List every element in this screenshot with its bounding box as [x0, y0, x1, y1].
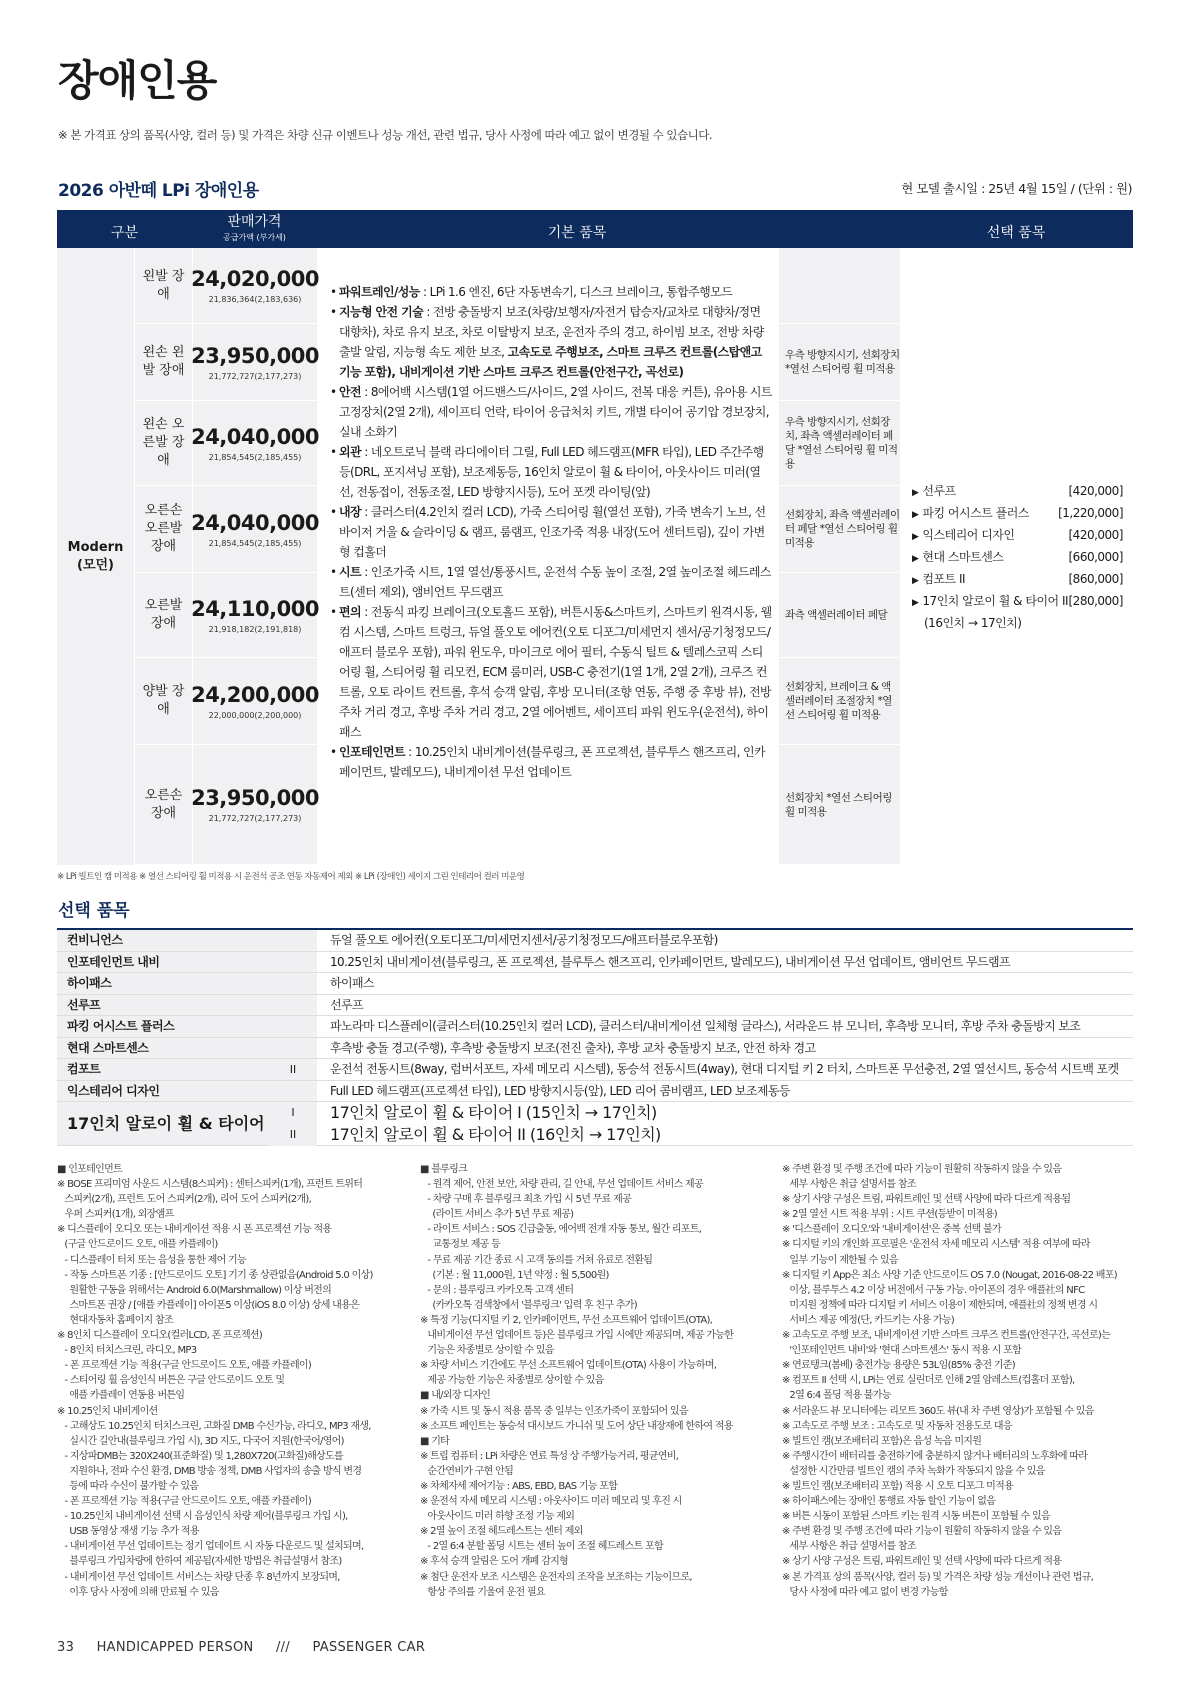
footer-left: HANDICAPPED PERSON — [96, 1640, 254, 1655]
basic-item-text: : 인조가죽 시트, 1열 열선/통풍시트, 운전석 수동 높이 조절, 2열 높이조절 헤드레스트(센터 제외), 앰비언트 무드램프 — [339, 565, 771, 599]
basic-item-label: 안전 — [339, 385, 361, 399]
note-line: 블루링크 가입차량에 한하여 제공됨(자세한 방법은 취급설명서 참조) — [57, 1556, 342, 1568]
note-line: ※ 디스플레이 오디오 또는 내비게이션 적용 시 폰 프로젝션 기능 적용 — [57, 1224, 332, 1236]
option-price: [860,000] — [1068, 571, 1123, 586]
trim-supply-value: 21,772,727(2,177,273) — [208, 814, 302, 823]
note-line: ※ 버튼 시동이 포함된 스마트 키는 원격 시동 버튼이 포함될 수 있음 — [782, 1511, 1050, 1523]
note-line: - 2열 6:4 분할 폴딩 시트는 센터 높이 조절 헤드레스트 포함 — [420, 1541, 663, 1553]
trim-name: 오른손 오른발 장애 — [135, 486, 193, 572]
option-table-row — [57, 930, 1133, 952]
note-line: 항상 주의를 기울여 운전 필요 — [420, 1586, 545, 1598]
header-gubun: 구분 — [110, 225, 139, 241]
note-line: - 폰 프로젝션 기능 적용(구글 안드로이드 오토, 애플 카플레이) — [57, 1496, 312, 1508]
note-line: - 폰 프로젝션 기능 적용(구글 안드로이드 오토, 애플 카플레이) — [57, 1360, 312, 1372]
note-line: ※ 후석 승객 알림은 도어 개폐 감지형 — [420, 1556, 568, 1568]
note-line: - 무료 제공 기간 종료 시 고객 동의를 거쳐 유료로 전환됨 — [420, 1254, 653, 1266]
note-line: USB 동영상 재생 기능 추가 적용 — [57, 1526, 199, 1538]
trim-price-value: 24,200,000 — [191, 682, 319, 707]
trim-price-value: 24,040,000 — [191, 424, 319, 449]
option-name-text: 17인치 알로이 휠 & 타이어 II — [922, 593, 1069, 608]
option-table-name: 선루프 — [57, 995, 269, 1016]
option-table-sub — [269, 995, 317, 1016]
note-line: ※ 컴포트 II 선택 시, LPi는 연료 실린더로 인해 2열 암레스트(컵홀더 포함), — [782, 1375, 1075, 1387]
note-line: 일부 기능이 제한될 수 있음 — [782, 1254, 898, 1266]
note-line: - 내비게이션 무선 업데이트는 정기 업데이트 시 자동 다운로드 및 설치되며, — [57, 1541, 364, 1553]
trim-name: 오른손 장애 — [135, 745, 193, 864]
basic-item — [330, 382, 772, 442]
note-line: ※ '디스플레이 오디오'와 '내비게이션'은 중복 선택 불가 — [782, 1224, 1001, 1236]
note-line: - 지상파DMB는 320X240(표준화질) 및 1,280X720(고화질)해상도를 — [57, 1450, 343, 1462]
note-line: ※ 주행시간이 배터리를 충전하기에 충분하지 않거나 배터리의 노후화에 따라 — [782, 1450, 1088, 1462]
trim-option: 선회장치 *열선 스티어링 휠 미적용 — [778, 745, 900, 865]
trim-price-value: 24,020,000 — [191, 267, 319, 291]
note-line: - 차량 구매 후 블루링크 최초 가입 시 5년 무료 제공 — [420, 1194, 632, 1206]
note-line: 세부 사항은 취급 설명서를 참조 — [782, 1179, 916, 1191]
note-line: 제공 가능한 기능은 차종별로 상이할 수 있음 — [420, 1375, 604, 1387]
trim-row — [135, 658, 318, 745]
option-section-title: 선택 품목 — [58, 901, 130, 921]
note-line: 지원하나, 전파 수신 환경, DMB 방송 정책, DMB 사업자의 송출 방식 변경 — [57, 1465, 362, 1477]
note-line: - 스티어링 휠 음성인식 버튼은 구글 안드로이드 오토 및 — [57, 1375, 285, 1387]
note-line: ■ 블루링크 — [420, 1164, 468, 1175]
note-line: ※ 소프트 페인트는 동승석 대시보드 가니쉬 및 도어 상단 내장재에 한하여 적용 — [420, 1420, 733, 1432]
trim-row — [135, 745, 318, 865]
note-line: ■ 인포테인먼트 — [57, 1164, 122, 1175]
note-line: 내비게이션 무선 업데이트 등)은 블루링크 가입 시에만 제공되며, 제공 가능한 — [420, 1330, 734, 1342]
trim-price — [193, 573, 318, 657]
footer-right: PASSENGER CAR — [312, 1640, 426, 1655]
note-line: ■ 내/외장 디자인 — [420, 1390, 491, 1402]
trim-supply-value: 22,000,000(2,200,000) — [208, 710, 302, 720]
option-name-text: 파킹 어시스트 플러스 — [922, 505, 1029, 520]
trim-price-value: 24,040,000 — [191, 510, 319, 535]
note-line: ※ 주변 환경 및 주행 조건에 따라 기능이 원활히 작동하지 않을 수 있음 — [782, 1526, 1062, 1538]
option-table-name: 현대 스마트센스 — [57, 1038, 269, 1059]
basic-item — [330, 442, 772, 502]
note-line: - 내비게이션 무선 업데이트 서비스는 차량 단종 후 8년까지 보장되며, — [57, 1571, 340, 1583]
note-line: ※ 빌트인 캠(보조배터리 포함)은 음성 녹음 미지원 — [782, 1435, 982, 1447]
trim-price — [193, 745, 318, 864]
option-price: [280,000] — [1068, 593, 1123, 608]
option-table-sub: II — [269, 1059, 317, 1080]
trim-name: 왼손 오른발 장애 — [135, 401, 193, 485]
option-item — [912, 591, 1123, 613]
note-line: ※ 운전석 자세 메모리 시스템 : 아웃사이드 미러 메모리 및 후진 시 — [420, 1496, 682, 1508]
note-line: ※ 2열 열선 시트 적용 부위 : 시트 쿠션(등받이 미적용) — [782, 1209, 997, 1221]
page-number: 33 — [57, 1640, 75, 1655]
option-table-17 — [57, 1102, 1133, 1146]
basic-item-label: 내장 — [339, 505, 361, 519]
option-table-sub — [269, 1081, 317, 1102]
option-table-name: 17인치 알로이 휠 & 타이어 — [57, 1102, 269, 1145]
page-title: 장애인용 — [58, 56, 217, 105]
note-line: - 작동 스마트폰 기종 : [안드로이드 오토] 기기 종 상관없음(Android 5.0 이상) — [57, 1269, 373, 1281]
trim-price-value: 23,950,000 — [191, 343, 319, 368]
option-price: [420,000] — [1068, 527, 1123, 542]
header-basic: 기본 품목 — [547, 225, 607, 241]
basic-item-text: : 전동식 파킹 브레이크(오토홀드 포함), 버튼시동&스마트키, 스마트키 원격시동, 웰컴 시스템, 스마트 트렁크, 듀얼 풀오토 에어컨(오토 디포그/미세먼지 센서/공기청정모드/애프터 블로우 포함), 파워 윈도우, 마이크로 에어 필터, 수동식 틸트 & 텔레스코픽 스티어링 휠, 스티어링 휠 리모컨, ECM 룸미러, USB-C 충전기(1열 1개, 2열 2개), 크루즈 컨트롤, 오토 라이트 컨트롤, 후석 승객 알림, 후방 모니터(조향 연동, 주행 중 후방 뷰), 전방 주차 거리 경고, 후방 주차 거리 경고, 2열 에어벤트, 세이프티 파워 윈도우(운전석), 하이패스 — [339, 605, 772, 739]
trim-name: 양발 장애 — [135, 658, 193, 744]
note-line: 현대자동차 홈페이지 참조 — [57, 1314, 173, 1326]
option-table-desc: Full LED 헤드램프(프로젝션 타입), LED 방향지시등(앞), LED 리어 콤비램프, LED 보조제동등 — [330, 1083, 790, 1098]
option-price: [420,000] — [1068, 483, 1123, 498]
trim-option: 선회장치, 브레이크 & 액셀러레이터 조절장치 *열선 스티어링 휠 미적용 — [778, 658, 900, 745]
basic-item-bold: 고속도로 주행보조, 스마트 크루즈 컨트롤(스탑앤고 기능 포함), 내비게이션 기반 스마트 크루즈 컨트롤(안전구간, 곡선로) — [339, 345, 762, 379]
note-line: ■ 기타 — [420, 1435, 450, 1447]
note-line: (카카오톡 검색창에서 '블루링크' 입력 후 친구 추가) — [420, 1299, 637, 1311]
note-line: ※ 상기 사양 구성은 트림, 파워트레인 및 선택 사양에 따라 다르게 적용됨 — [782, 1194, 1071, 1206]
footer-sep: /// — [275, 1640, 291, 1655]
trim-name: 왼발 장애 — [135, 248, 193, 323]
trim-supply-value: 21,772,727(2,177,273) — [208, 371, 302, 381]
trim-row — [135, 486, 318, 573]
note-line: ※ 디지털 키 App은 최소 사양 기준 안드로이드 OS 7.0 (Nougat, 2016-08-22 배포) — [782, 1269, 1117, 1281]
trim-row — [135, 401, 318, 486]
note-line: ※ 특정 기능(디지털 키 2, 인카페이먼트, 무선 소프트웨어 업데이트(OTA), — [420, 1314, 713, 1326]
note-line: '인포테인먼트 내비'와 '현대 스마트센스' 동시 적용 시 포함 — [782, 1345, 1022, 1357]
note-line: ※ 고속도로 주행 보조 : 고속도로 및 자동차 전용도로 대응 — [782, 1420, 1012, 1432]
note-line: ※ 빌트인 캠(보조배터리 포함) 적용 시 오토 디포그 미적용 — [782, 1480, 1014, 1492]
option-table-name: 컨비니언스 — [57, 930, 269, 951]
note-line: 스마트폰 권장 / [애플 카플레이] 아이폰5 이상(iOS 8.0 이상) 상세 내용은 — [57, 1299, 360, 1311]
option-table-row — [57, 995, 1133, 1017]
basic-item-text: : 클러스터(4.2인치 컬러 LCD), 가죽 스티어링 휠(열선 포함), 가죽 변속기 노브, 선바이저 거울 & 슬라이딩 & 램프, 룸램프, 인조가죽 적용 내장(도어 센터트림), 깊이 가변형 컵홀더 — [339, 505, 766, 559]
model-cell — [57, 248, 135, 865]
note-line: ※ 2열 높이 조절 헤드레스트는 센터 제외 — [420, 1526, 583, 1538]
arrow-right-icon: ▶ — [912, 553, 919, 564]
basic-item — [330, 562, 772, 602]
note-line: ※ 하이패스에는 장애인 통행료 자동 할인 기능이 없음 — [782, 1496, 996, 1508]
note-line: 세부 사항은 취급 설명서를 참조 — [782, 1541, 916, 1553]
basic-item — [330, 602, 772, 742]
trim-name: 오른발 장애 — [135, 573, 193, 657]
note-line: ※ 10.25인치 내비게이션 — [57, 1405, 158, 1417]
note-line: - 문의 : 블루링크 카카오톡 고객 센터 — [420, 1284, 574, 1296]
arrow-right-icon: ▶ — [912, 531, 919, 542]
trim-price-value: 23,950,000 — [191, 786, 319, 810]
option-name — [912, 525, 1014, 547]
note-line: 실시간 길안내(블루링크 가입 시), 3D 지도, 다국어 지원(한국어/영어) — [57, 1435, 344, 1447]
basic-item-text: : 전방 충돌방지 보조(차량/보행자/자전거 탑승자/교차로 대향차/정면 대향차), 차로 유지 보조, 차로 이탈방지 보조, 운전자 주의 경고, 하이빔 보조, 전방 차량 출발 알림, 지능형 속도 제한 보조, — [339, 305, 764, 359]
option-name — [912, 503, 1029, 525]
option-table-desc: 후측방 충돌 경고(주행), 후측방 충돌방지 보조(전진 출차), 후방 교차 충돌방지 보조, 안전 하차 경고 — [330, 1040, 816, 1055]
note-line: ※ 고속도로 주행 보조, 내비게이션 기반 스마트 크루즈 컨트롤(안전구간, 곡선로)는 — [782, 1330, 1111, 1342]
trim-option — [778, 248, 900, 324]
option-table-name: 인포테인먼트 내비 — [57, 952, 269, 973]
arrow-right-icon: ▶ — [912, 509, 919, 520]
trim-option: 선회장치, 좌측 액셀러레이터 페달 *열선 스티어링 휠 미적용 — [778, 486, 900, 573]
trim-name: 왼손 왼발 장애 — [135, 324, 193, 400]
note-line: 애플 카플레이 연동용 버튼임 — [57, 1390, 185, 1402]
trim-supply-value: 21,854,545(2,185,455) — [208, 452, 302, 462]
option-table-sub: II — [269, 1124, 317, 1146]
option-name-text: 현대 스마트센스 — [922, 549, 1004, 564]
notes-column-3 — [782, 1162, 1132, 1600]
option-table-sub — [269, 1038, 317, 1059]
basic-item-text: : LPi 1.6 엔진, 6단 자동변속기, 디스크 브레이크, 통합주행모드 — [419, 285, 733, 299]
trim-price — [193, 486, 318, 572]
option-item — [912, 547, 1123, 569]
header-price-sub: 공급가액 (부가세) — [223, 233, 286, 242]
option-table-desc: 17인치 알로이 휠 & 타이어 II (16인치 → 17인치) — [330, 1125, 661, 1144]
note-line: 스피커(2개), 프런트 도어 스피커(2개), 리어 도어 스피커(2개), — [57, 1194, 312, 1206]
option-table-sub — [269, 930, 317, 951]
basic-item-label: 인포테인먼트 — [339, 745, 405, 759]
option-name-text: 컴포트 II — [922, 571, 966, 586]
option-table-row — [57, 952, 1133, 974]
note-line: ※ 본 가격표 상의 품목(사양, 컬러 등) 및 가격은 차량 성능 개선이나 관련 법규, — [782, 1571, 1094, 1583]
option-table-row — [57, 1081, 1133, 1103]
trim-supply-value: 21,854,545(2,185,455) — [208, 538, 302, 548]
option-price: [1,220,000] — [1058, 505, 1123, 520]
note-line: (구글 안드로이드 오토, 애플 카플레이) — [57, 1239, 218, 1251]
note-line: 기능은 차종별로 상이할 수 있음 — [420, 1345, 554, 1357]
note-line: 우퍼 스피커(1개), 외장앰프 — [57, 1209, 174, 1221]
notes-column-2 — [420, 1162, 765, 1600]
page-footer — [57, 1640, 443, 1655]
option-table — [57, 928, 1133, 1146]
option-name — [912, 547, 1003, 569]
option-item — [912, 569, 1123, 591]
header-price — [192, 215, 317, 245]
option-table-sub — [269, 1016, 317, 1037]
basic-item-text: : 네오트로닉 블랙 라디에이터 그릴, Full LED 헤드램프(MFR 타입), LED 주간주행등(DRL, 포지셔닝 포함), 보조제동등, 16인치 알로이 휠 & 타이어, 아웃사이드 미러(열선, 전동접이, 전동조절, LED 방향지시등), 도어 포켓 라이팅(앞) — [339, 445, 764, 499]
note-line: 아웃사이드 미러 하향 조정 기능 제외 — [420, 1511, 575, 1523]
note-line: ※ 디지털 키의 개인화 프로필은 '운전석 자세 메모리 시스템' 적용 여부에 따라 — [782, 1239, 1090, 1251]
trim-option: 우측 방향지시기, 선회장치 *열선 스티어링 휠 미적용 — [778, 324, 900, 401]
basic-item — [330, 742, 772, 782]
header-option: 선택 품목 — [986, 225, 1046, 241]
option-table-row — [57, 1016, 1133, 1038]
option-name-text: 선루프 — [922, 483, 956, 498]
basic-item — [330, 502, 772, 562]
trim-supply-value: 21,836,364(2,183,636) — [208, 295, 302, 304]
note-line: - 디스플레이 터치 또는 음성을 통한 제어 기능 — [57, 1254, 246, 1266]
note-line: (기본 : 월 11,000원, 1년 약정 : 월 5,500원) — [420, 1269, 609, 1281]
basic-item-label: 지능형 안전 기술 — [339, 305, 424, 319]
note-line: ※ 서라운드 뷰 모니터에는 리모트 360도 뷰(내 차 주변 영상)가 포함될 수 있음 — [782, 1405, 1094, 1417]
trim-price — [193, 401, 318, 485]
note-line: 교통정보 제공 등 — [420, 1239, 501, 1251]
note-line: ※ 상기 사양 구성은 트림, 파워트레인 및 선택 사양에 따라 다르게 적용 — [782, 1556, 1062, 1568]
option-price: [660,000] — [1068, 549, 1123, 564]
note-line: 원활한 구동을 위해서는 Android 6.0(Marshmallow) 이상 버전의 — [57, 1284, 332, 1296]
option-item — [912, 481, 1123, 503]
note-line: - 8인치 터치스크린, 라디오, MP3 — [57, 1345, 197, 1357]
option-name — [912, 591, 1068, 613]
note-line: ※ BOSE 프리미엄 사운드 시스템(8스피커) : 센터스피커(1개), 프런트 트위터 — [57, 1179, 363, 1191]
trim-price-value: 24,110,000 — [191, 596, 319, 621]
note-line: ※ 차체자세 제어기능 : ABS, EBD, BAS 기능 포함 — [420, 1480, 618, 1492]
option-table-name: 파킹 어시스트 플러스 — [57, 1016, 269, 1037]
note-line: ※ 가죽 시트 및 동시 적용 품목 중 일부는 인조가죽이 포함되어 있음 — [420, 1405, 688, 1417]
option-table-name: 익스테리어 디자인 — [57, 1081, 269, 1102]
trim-row — [135, 248, 318, 324]
header-price-label: 판매가격 — [227, 214, 282, 230]
table-footnote: ※ LPi 빌트인 캠 미적용 ※ 열선 스티어링 휠 미적용 시 운전석 공조 연동 자동제어 제외 ※ LPi (장애인) 세이지 그린 인테리어 컬러 미운영 — [57, 872, 525, 882]
top-note: ※ 본 가격표 상의 품목(사양, 컬러 등) 및 가격은 차량 신규 이벤트나 성능 개선, 관련 법규, 당사 사정에 따라 예고 없이 변경될 수 있습니다. — [58, 128, 712, 142]
basic-item-label: 편의 — [339, 605, 361, 619]
arrow-right-icon: ▶ — [912, 487, 919, 498]
note-line: 이상, 블루투스 4.2 이상 버전에서 구동 가능. 아이폰의 경우 애플社의 NFC — [782, 1284, 1085, 1296]
note-line: ※ 8인치 디스플레이 오디오(컬러LCD, 폰 프로젝션) — [57, 1330, 263, 1342]
trim-row — [135, 573, 318, 658]
price-table-body — [57, 248, 1133, 865]
model-name: Modern — [67, 539, 124, 555]
basic-item-label: 시트 — [339, 565, 361, 579]
note-line: - 10.25인치 내비게이션 선택 시 음성인식 차량 제어(블루링크 가입 시), — [57, 1511, 348, 1523]
release-info: 현 모델 출시일 : 25년 4월 15일 / (단위 : 원) — [901, 181, 1132, 196]
basic-item-text: : 10.25인치 내비게이션(블루링크, 폰 프로젝션, 블루투스 핸즈프리, 인카페이먼트, 발레모드), 내비게이션 무선 업데이트 — [339, 745, 765, 779]
note-line: (라이트 서비스 추가 5년 무료 제공) — [420, 1209, 574, 1221]
option-table-sub: I — [269, 1102, 317, 1124]
arrow-right-icon: ▶ — [912, 597, 919, 608]
basic-item — [330, 282, 772, 302]
option-table-desc: 17인치 알로이 휠 & 타이어 I (15인치 → 17인치) — [330, 1103, 657, 1122]
option-table-desc: 하이패스 — [330, 976, 374, 990]
trim-price — [193, 324, 318, 400]
note-line: ※ 트립 컴퓨터 : LPi 차량은 연료 특성 상 주행가능거리, 평균연비, — [420, 1450, 679, 1462]
note-line: - 원격 제어, 안전 보안, 차량 관리, 길 안내, 무선 업데이트 서비스 제공 — [420, 1179, 703, 1191]
option-table-name: 컴포트 — [57, 1059, 269, 1080]
option-table-desc: 10.25인치 내비게이션(블루링크, 폰 프로젝션, 블루투스 핸즈프리, 인카페이먼트, 발레모드), 내비게이션 무선 업데이트, 앰비언트 무드램프 — [330, 954, 1010, 969]
note-line: ※ 첨단 운전자 보조 시스템은 운전자의 조작을 보조하는 기능이므로, — [420, 1571, 692, 1583]
basic-item-text: : 8에어백 시스템(1열 어드밴스드/사이드, 2열 사이드, 전복 대응 커튼), 유아용 시트 고정장치(2열 2개), 세이프티 언락, 타이어 응급처치 키트, 개별 타이어 공기압 경보장치, 실내 소화기 — [339, 385, 772, 439]
option-table-row — [57, 1038, 1133, 1060]
price-table — [57, 210, 1133, 865]
price-table-header — [57, 213, 1133, 248]
option-list — [900, 248, 1133, 865]
option-name — [912, 481, 956, 503]
note-line: 서비스 제공 예정(단, 카드키는 사용 가능) — [782, 1314, 955, 1326]
trim-supply-value: 21,918,182(2,191,818) — [208, 624, 302, 634]
note-line: ※ 연료탱크(봄베) 충전가능 용량은 53L임(85% 충전 기준) — [782, 1360, 1015, 1372]
trim-row — [135, 324, 318, 401]
trim-option: 우측 방향지시기, 선회장치, 좌측 액셀러레이터 페달 *열선 스티어링 휠 미적용 — [778, 401, 900, 486]
basic-item-label: 외관 — [339, 445, 361, 459]
section-title: 2026 아반떼 LPi 장애인용 — [58, 181, 259, 201]
note-line: 설정한 시간만큼 빌트인 캠의 주차 녹화가 작동되지 않을 수 있음 — [782, 1465, 1045, 1477]
option-table-sub — [269, 973, 317, 994]
note-line: - 고해상도 10.25인치 터치스크린, 고화질 DMB 수신가능, 라디오, MP3 재생, — [57, 1420, 371, 1432]
option-table-row — [57, 1059, 1133, 1081]
option-table-desc: 파노라마 디스플레이(클러스터(10.25인치 컬러 LCD), 클러스터/내비게이션 일체형 글라스), 서라운드 뷰 모니터, 후측방 모니터, 후방 주차 충돌방지 보조 — [330, 1019, 1081, 1033]
option-table-name: 하이패스 — [57, 973, 269, 994]
option-table-row — [57, 973, 1133, 995]
trim-option: 좌측 액셀러레이터 페달 — [778, 573, 900, 658]
basic-item — [330, 302, 772, 382]
note-line: 당사 사정에 따라 예고 없이 변경 가능함 — [782, 1586, 948, 1598]
basic-items — [318, 248, 778, 865]
option-table-desc: 운전석 전동시트(8way, 럼버서포트, 자세 메모리 시스템), 동승석 전동시트(4way), 현대 디지털 키 2 터치, 스마트폰 무선충전, 2열 열선시트, 동승석 시트백 포켓 — [330, 1062, 1119, 1076]
option-17-sub: (16인치 → 17인치) — [924, 615, 1022, 630]
option-table-desc: 듀얼 풀오토 에어컨(오토디포그/미세먼지센서/공기청정모드/애프터블로우포함) — [330, 933, 718, 947]
trim-price — [193, 658, 318, 744]
note-line: 이후 당사 사정에 의해 만료될 수 있음 — [57, 1586, 219, 1598]
note-line: - 라이트 서비스 : SOS 긴급출동, 에어백 전개 자동 통보, 월간 리포트, — [420, 1224, 702, 1236]
trim-price — [193, 248, 318, 323]
option-table-sub — [269, 952, 317, 973]
option-item — [912, 525, 1123, 547]
note-line: 순간연비가 구현 안됨 — [420, 1465, 514, 1477]
note-line: 등에 따라 수신이 불가할 수 있음 — [57, 1480, 199, 1492]
option-name — [912, 569, 965, 591]
note-line: ※ 주변 환경 및 주행 조건에 따라 기능이 원활히 작동하지 않을 수 있음 — [782, 1164, 1062, 1175]
option-item — [912, 503, 1123, 525]
model-name-kr: (모던) — [77, 557, 114, 573]
option-table-desc: 선루프 — [330, 997, 363, 1012]
note-line: 미지원 정책에 따라 디지털 키 서비스 이용이 제한되며, 애플社의 정책 변경 시 — [782, 1299, 1098, 1311]
note-line: 2열 6:4 폴딩 적용 불가능 — [782, 1390, 891, 1402]
arrow-right-icon: ▶ — [912, 575, 919, 586]
basic-item-label: 파워트레인/성능 — [339, 285, 420, 299]
notes-column-1 — [57, 1162, 392, 1600]
option-name-text: 익스테리어 디자인 — [922, 527, 1015, 542]
note-line: ※ 차량 서비스 기간에도 무선 소프트웨어 업데이트(OTA) 사용이 가능하며, — [420, 1360, 717, 1372]
